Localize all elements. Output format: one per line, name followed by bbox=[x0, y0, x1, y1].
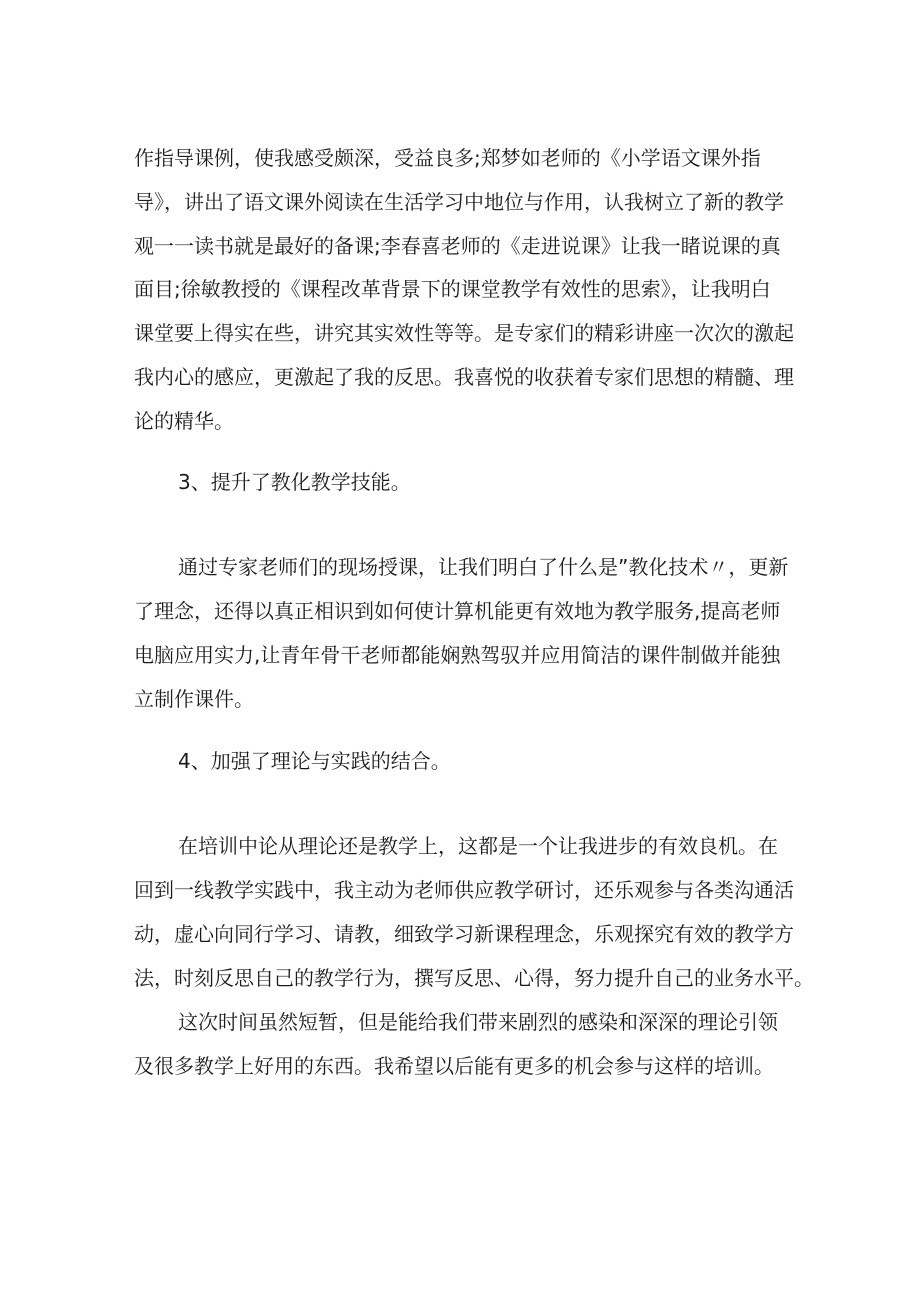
text-line: 动，虚心向同行学习、请教，细致学习新课程理念，乐观探究有效的教学方 bbox=[134, 922, 794, 946]
text-line: 在培训中论从理论还是教学上，这都是一个让我进步的有效良机。在 bbox=[178, 834, 778, 858]
text-line: 导》，讲出了语文课外阅读在生活学习中地位与作用，认我树立了新的教学 bbox=[134, 190, 784, 214]
section-heading-4: 4、加强了理论与实践的结合。 bbox=[178, 749, 451, 773]
text-line: 这次时间虽然短暂，但是能给我们带来剧烈的感染和深深的理论引领 bbox=[178, 1010, 778, 1034]
text-line: 论的精华。 bbox=[134, 409, 234, 433]
section-heading-3: 3、提升了教化教学技能。 bbox=[178, 470, 411, 494]
text-line: 通过专家老师们的现场授课，让我们明白了什么是”教化技术〃，更新 bbox=[178, 555, 789, 579]
text-line: 了理念，还得以真正相识到如何使计算机能更有效地为教学服务,提高老师 bbox=[134, 599, 781, 623]
text-line: 回到一线教学实践中，我主动为老师供应教学研讨，还乐观参与各类沟通活 bbox=[134, 878, 794, 902]
text-line: 作指导课例，使我感受颇深，受益良多;郑梦如老师的《小学语文课外指 bbox=[134, 146, 761, 170]
text-line: 观一一读书就是最好的备课;李春喜老师的《走进说课》让我一睹说课的真 bbox=[134, 234, 781, 258]
text-line: 我内心的感应，更激起了我的反思。我喜悦的收获着专家们思想的精髓、理 bbox=[134, 365, 794, 389]
text-line: 立制作课件。 bbox=[134, 687, 254, 711]
text-line: 法，时刻反思自己的教学行为，撰写反思、心得，努力提升自己的业务水平。 bbox=[134, 966, 814, 990]
text-line: 电脑应用实力,让青年骨干老师都能娴熟驾驭并应用简洁的课件制做并能独 bbox=[134, 643, 781, 667]
text-line: 面目;徐敏教授的《课程改革背景下的课堂教学有效性的思索》，让我明白 bbox=[134, 277, 771, 301]
text-line: 及很多教学上好用的东西。我希望以后能有更多的机会参与这样的培训。 bbox=[134, 1054, 774, 1078]
text-line: 课堂要上得实在些，讲究其实效性等等。是专家们的精彩讲座一次次的激起 bbox=[134, 321, 794, 345]
